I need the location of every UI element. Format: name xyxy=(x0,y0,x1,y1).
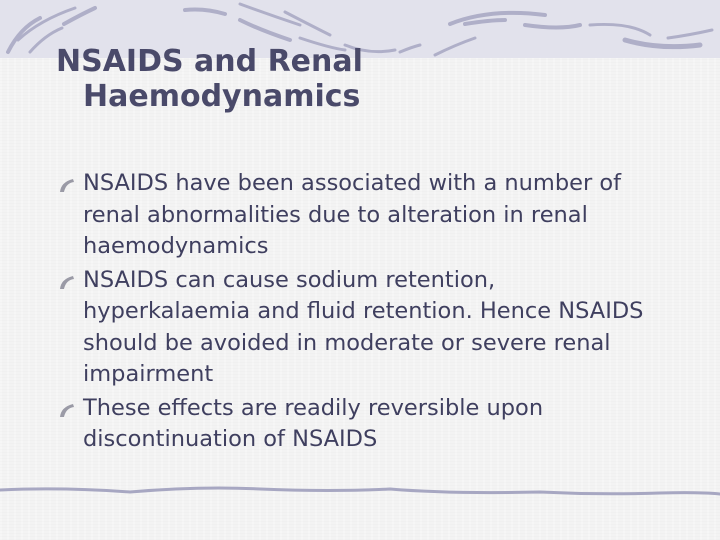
bullet-text: NSAIDS can cause sodium retention, hyperkalaemia and fluid retention. Hence NSAIDS should be avoided in moderate or severe renal impairment xyxy=(83,266,644,387)
bullet-text: NSAIDS have been associated with a number of renal abnormalities due to alteration in renal haemodynamics xyxy=(83,170,622,259)
bullet-text: These effects are readily reversible upon discontinuation of NSAIDS xyxy=(83,394,544,452)
bullet-item xyxy=(58,265,658,391)
bullet-list xyxy=(58,168,658,458)
quill-bullet-icon xyxy=(58,274,76,290)
decorative-footer-line xyxy=(0,480,720,500)
bullet-item xyxy=(58,393,658,456)
quill-bullet-icon xyxy=(58,402,76,418)
slide-title xyxy=(56,44,656,114)
title-line-1: NSAIDS and Renal xyxy=(56,44,363,79)
bullet-item xyxy=(58,168,658,263)
quill-bullet-icon xyxy=(58,177,76,193)
wavy-line-decoration xyxy=(0,480,720,500)
title-line-2: Haemodynamics xyxy=(83,79,361,114)
